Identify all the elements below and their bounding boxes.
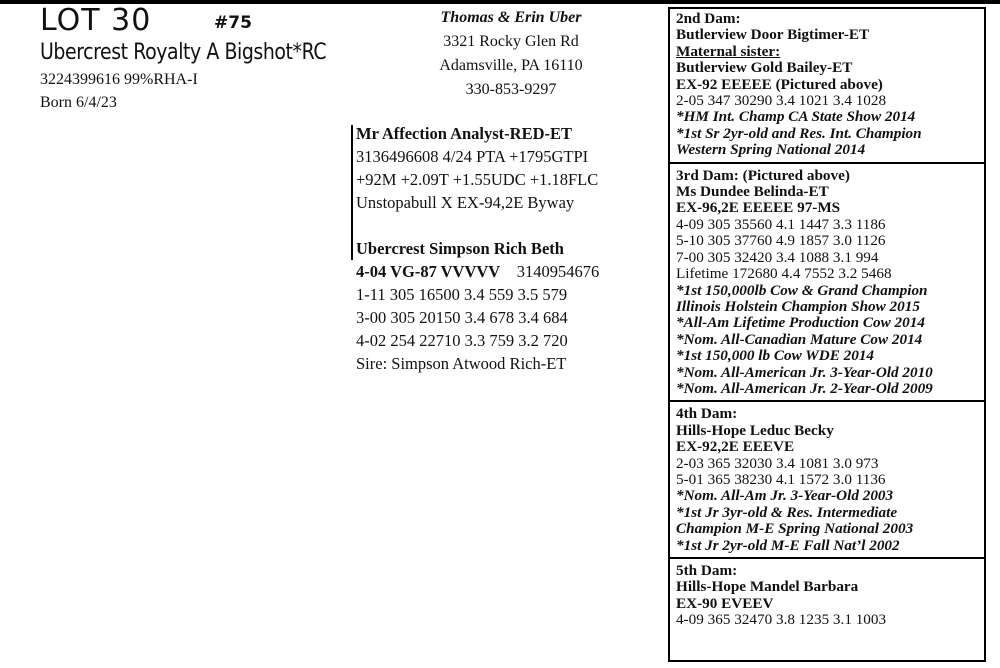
honor-line: *Nom. All-Canadian Mature Cow 2014 [676,330,923,348]
sire-line-3: Unstopabull X EX-94,2E Byway [356,193,575,212]
honor-line: *1st Jr 3yr-old & Res. Intermediate [676,503,898,521]
birth-date: Born 6/4/23 [40,94,117,111]
consignor-city: Adamsville, PA 16110 [439,57,583,74]
dam-record: Lifetime 172680 4.4 7552 3.2 5468 [676,265,892,283]
dam-record: 7-00 305 32420 3.4 1088 3.1 994 [676,248,879,266]
registration-line: 3224399616 99%RHA-I [40,71,198,88]
honor-line: *Nom. All-Am Jr. 3-Year-Old 2003 [676,487,894,505]
sire-line-1: 3136496608 4/24 PTA +1795GTPI [356,147,589,166]
dam-class-line [356,260,599,283]
honor-line: Champion M-E Spring National 2003 [676,520,914,538]
honor-line: *Nom. All-American Jr. 2-Year-Old 2009 [676,379,933,397]
consignor-street: 3321 Rocky Glen Rd [443,33,579,50]
dam-classification: EX-92,2E EEEVE [676,438,795,456]
section-divider [670,557,986,559]
dam-name: Ms Dundee Belinda-ET [676,183,829,201]
consignor-phone: 330-853-9297 [465,81,557,98]
sister-name: Butlerview Gold Bailey-ET [676,59,853,77]
honor-line: *All-Am Lifetime Production Cow 2014 [676,314,925,332]
section-heading: 5th Dam: [676,562,738,579]
fourth-dam-section [676,406,984,554]
consignor-owner: Thomas & Erin Uber [440,9,582,26]
honor-line: Western Spring National 2014 [676,141,866,159]
pedigree-box [668,7,986,662]
catalog-number: #75 [214,13,252,33]
animal-name: Ubercrest Royalty A Bigshot*RC [40,40,327,65]
honor-line: *Nom. All-American Jr. 3-Year-Old 2010 [676,363,933,381]
sire-name: Mr Affection Analyst-RED-ET [356,124,573,143]
dam-record: 5-10 305 37760 4.9 1857 3.0 1126 [676,232,886,250]
sister-record: 2-05 347 30290 3.4 1021 3.4 1028 [676,92,887,110]
dam-sire-line: Sire: Simpson Atwood Rich-ET [356,354,567,373]
dam-record: 4-09 365 32470 3.8 1235 3.1 1003 [676,611,887,629]
lot-number: LOT 30 [40,3,152,38]
sire-line-2: +92M +2.09T +1.55UDC +1.18FLC [356,170,599,189]
consignor-block [400,6,622,102]
dam-record: 2-03 365 32030 3.4 1081 3.0 973 [676,454,879,472]
sire-dam-block [356,122,599,375]
section-heading: 2nd Dam: [676,10,741,27]
honor-line: *1st 150,000 lb Cow WDE 2014 [676,347,875,365]
dam-record: 3-00 305 20150 3.4 678 3.4 684 [356,308,568,327]
honor-line: *1st Jr 2yr-old M-E Fall Nat’l 2002 [676,536,900,554]
dam-classification: EX-96,2E EEEEE 97-MS [676,199,841,217]
honor-line: *1st Sr 2yr-old and Res. Int. Champion [676,124,922,142]
second-dam-section [676,11,984,159]
section-divider [670,400,986,402]
section-divider [670,162,986,164]
honor-line: *1st 150,000lb Cow & Grand Champion [676,281,928,299]
sister-classification: EX-92 EEEEE (Pictured above) [676,75,883,93]
sire-bracket-line [351,125,353,240]
dam-record: 4-09 305 35560 4.1 1447 3.3 1186 [676,215,886,233]
dam-name: Hills-Hope Mandel Barbara [676,578,859,596]
section-heading: 4th Dam: [676,405,738,423]
dam-bracket-line [351,240,353,260]
honor-line: *HM Int. Champ CA State Show 2014 [676,108,916,126]
dam-record: 4-02 254 22710 3.3 759 3.2 720 [356,331,568,350]
dam-classification: 4-04 VG-87 VVVVV [356,262,501,281]
fifth-dam-section [676,563,984,629]
dam-record: 1-11 305 16500 3.4 559 3.5 579 [356,285,568,304]
dam-name: Hills-Hope Leduc Becky [676,421,834,439]
honor-line: Illinois Holstein Champion Show 2015 [676,297,920,315]
dam-record: 5-01 365 38230 4.1 1572 3.0 1136 [676,470,886,488]
section-heading: 3rd Dam: (Pictured above) [676,166,850,184]
dam-classification: EX-90 EVEEV [676,594,774,612]
dam-reg-number: 3140954676 [516,262,600,281]
sister-label: Maternal sister: [676,42,781,60]
third-dam-section [676,168,984,398]
dam-name: Ubercrest Simpson Rich Beth [356,239,564,258]
dam-name: Butlerview Door Bigtimer-ET [676,26,870,44]
